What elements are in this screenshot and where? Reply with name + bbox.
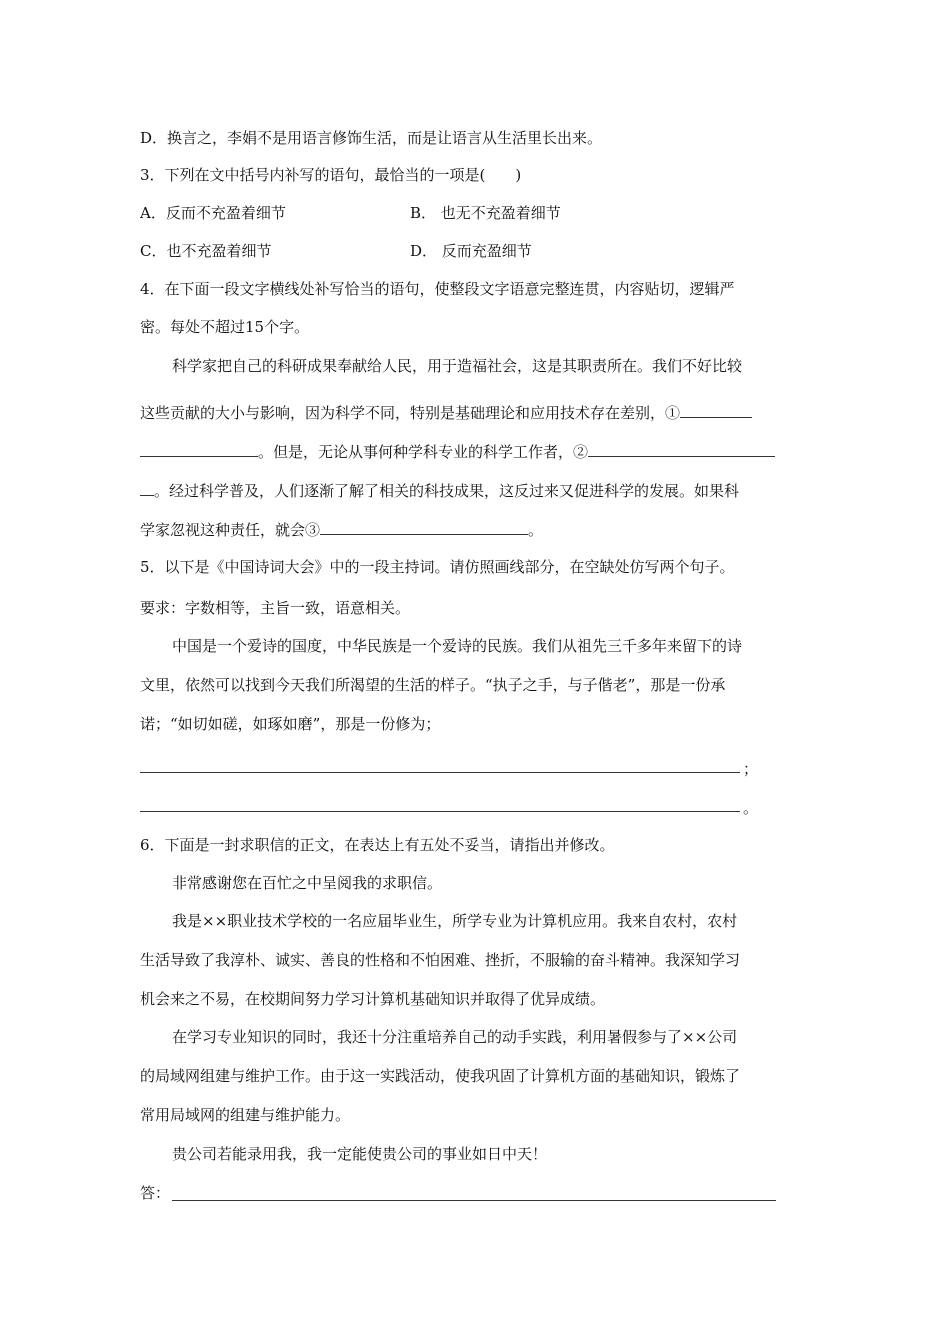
letter-para2-line2: 生活导致了我淳朴、诚实、善良的性格和不怕困难、挫折，不服输的奋斗精神。我深知学习 bbox=[140, 951, 741, 969]
letter-para3-line3: 常用局域网的组建与维护能力。 bbox=[140, 1106, 351, 1124]
q3-option-d: D． 反而充盈细节 bbox=[410, 242, 532, 260]
question-5-line2: 要求：字数相等，主旨一致，语意相关。 bbox=[140, 599, 411, 617]
q4-paragraph-end: 。 bbox=[528, 521, 544, 539]
q4-paragraph-text: 。经过科学普及，人们逐渐了解了相关的科技成果，这反过来又促进科学的发展。如果科 bbox=[154, 482, 740, 500]
q3-option-a: A．反而不充盈着细节 bbox=[140, 204, 286, 222]
answer-blank-2-cont[interactable] bbox=[140, 480, 154, 496]
q4-paragraph-line1: 科学家把自己的科研成果奉献给人民，用于造福社会，这是其职责所在。我们不好比较 bbox=[172, 357, 743, 375]
question-5-line1: 5．以下是《中国诗词大会》中的一段主持词。请仿照画线部分，在空缺处仿写两个句子。 bbox=[140, 558, 735, 576]
letter-para3-line1: 在学习专业知识的同时，我还十分注重培养自己的动手实践，利用暑假参与了××公司 bbox=[172, 1028, 738, 1046]
question-3: 3．下列在文中括号内补写的语句，最恰当的一项是( ) bbox=[140, 166, 522, 184]
letter-para4: 贵公司若能录用我，我一定能使贵公司的事业如日中天！ bbox=[172, 1145, 548, 1163]
letter-para2-line1: 我是××职业技术学校的一名应届毕业生，所学专业为计算机应用。我来自农村，农村 bbox=[172, 912, 738, 930]
answer-line-2-end: 。 bbox=[743, 799, 759, 817]
question-6: 6．下面是一封求职信的正文，在表达上有五处不妥当，请指出并修改。 bbox=[140, 836, 615, 854]
question-4-line1: 4．在下面一段文字横线处补写恰当的语句，使整段文字语意完整连贯，内容贴切，逻辑严 bbox=[140, 280, 735, 298]
q4-paragraph-text: 这些贡献的大小与影响，因为科学不同，特别是基础理论和应用技术存在差别，① bbox=[140, 404, 681, 422]
q4-paragraph-text: 。但是，无论从事何种学科专业的科学工作者，② bbox=[258, 443, 589, 461]
q3-option-b: B． 也无不充盈着细节 bbox=[410, 204, 561, 222]
q5-paragraph-line2: 文里，依然可以找到今天我们所渴望的生活的样子。“执子之手，与子偕老”，那是一份承 bbox=[140, 676, 726, 694]
answer-blank-1-cont[interactable] bbox=[140, 441, 258, 457]
q4-paragraph-line2 bbox=[140, 402, 752, 424]
letter-line1: 非常感谢您在百忙之中呈阅我的求职信。 bbox=[172, 874, 443, 892]
q5-paragraph-line3: 诺；“如切如磋，如琢如磨”，那是一份修为； bbox=[140, 715, 441, 733]
q5-paragraph-line1: 中国是一个爱诗的国度，中华民族是一个爱诗的民族。我们从祖先三千多年来留下的诗 bbox=[172, 637, 743, 655]
q4-paragraph-line3 bbox=[140, 441, 775, 463]
option-d-q2: D．换言之，李娟不是用语言修饰生活，而是让语言从生活里长出来。 bbox=[140, 129, 603, 147]
answer-line-1-end: ； bbox=[743, 760, 759, 778]
q4-paragraph-line5 bbox=[140, 519, 543, 541]
q4-paragraph-line4 bbox=[140, 480, 739, 502]
q3-option-c: C．也不充盈着细节 bbox=[140, 242, 272, 260]
answer-line-q6[interactable] bbox=[172, 1200, 776, 1201]
answer-label: 答： bbox=[140, 1184, 171, 1202]
letter-para2-line3: 机会来之不易，在校期间努力学习计算机基础知识并取得了优异成绩。 bbox=[140, 990, 606, 1008]
answer-line-2[interactable] bbox=[140, 811, 740, 812]
letter-para3-line2: 的局域网组建与维护工作。由于这一实践活动，使我巩固了计算机方面的基础知识，锻炼了 bbox=[140, 1067, 741, 1085]
answer-blank-1[interactable] bbox=[680, 402, 752, 418]
question-4-line2: 密。每处不超过15个字。 bbox=[140, 318, 310, 336]
q4-paragraph-text: 学家忽视这种责任，就会③ bbox=[140, 521, 321, 539]
answer-blank-2[interactable] bbox=[588, 441, 775, 457]
answer-blank-3[interactable] bbox=[320, 519, 528, 535]
answer-line-1[interactable] bbox=[140, 772, 740, 773]
